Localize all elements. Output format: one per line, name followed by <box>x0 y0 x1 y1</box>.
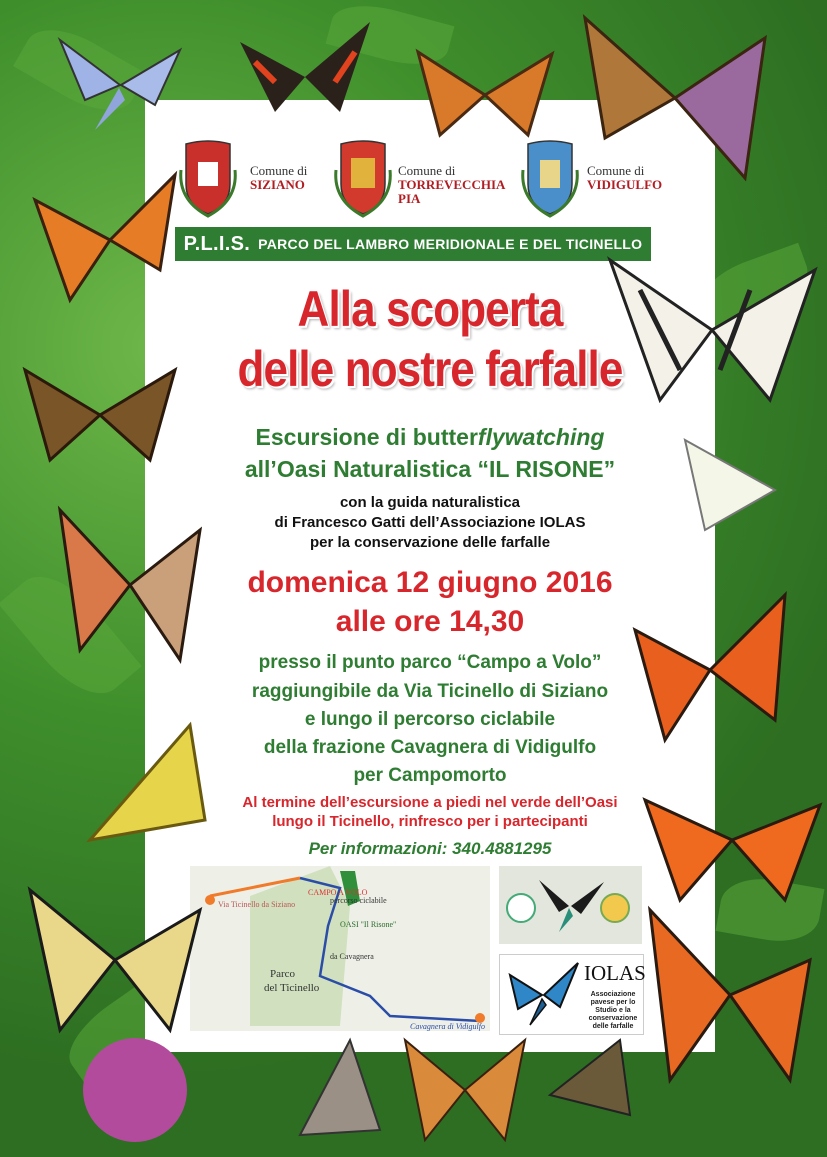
butterfly-logo-icon <box>499 866 642 944</box>
location-line-2: raggiungibile da Via Ticinello di Siziano <box>251 681 609 702</box>
map-label-dacav: da Cavagnera <box>330 952 374 961</box>
subtitle-line-2: all’Oasi Naturalistica “IL RISONE” <box>244 456 616 482</box>
siziano-crest-icon <box>178 140 238 218</box>
event-date: domenica 12 giugno 2016 <box>247 566 613 599</box>
red-admiral-butterfly-icon <box>235 12 375 132</box>
orange-butterfly-icon <box>410 40 560 150</box>
guide-line-1: con la guida naturalistica <box>339 494 521 511</box>
iolas-subtitle: Associazione pavese per lo Studio e la conservazione delle farfalle <box>588 991 638 1030</box>
purple-emperor-butterfly-icon <box>575 8 775 188</box>
note-line-1: Al termine dell’escursione a piedi nel verde dell’Oasi <box>242 794 618 811</box>
info-phone: Per informazioni: 340.4881295 <box>308 839 552 858</box>
map-label-ticinello: del Ticinello <box>264 982 320 994</box>
copper-butterfly-icon <box>640 780 825 910</box>
note-line-2: lungo il Ticinello, rinfresco per i partecipanti <box>272 813 588 830</box>
map-label-parco: Parco <box>270 968 296 980</box>
location-line-4: della frazione Cavagnera di Vidigulfo <box>263 737 597 758</box>
comune-vidigulfo: Comune di VIDIGULFO <box>587 163 663 192</box>
map-label-via: Via Ticinello da Siziano <box>218 900 296 909</box>
iolas-name: IOLAS <box>584 961 646 985</box>
painted-lady-butterfly-icon <box>50 500 210 670</box>
guide-line-3: per la conservazione delle farfalle <box>309 534 551 551</box>
white-butterfly-icon <box>665 430 785 540</box>
location-line-5: per Campomorto <box>353 765 507 786</box>
vidigulfo-crest-icon <box>520 140 580 218</box>
blue-butterfly-icon <box>55 30 185 140</box>
map-label-oasi: OASI "Il Risone" <box>340 920 397 929</box>
comma-butterfly-icon <box>640 900 820 1090</box>
map-label-ciclabile: percorso ciclabile <box>330 896 387 905</box>
scarce-swallowtail-butterfly-icon <box>600 250 825 410</box>
iolas-logo <box>499 954 644 1035</box>
comune-torrevecchia: Comune di TORREVECCHIA PIA <box>398 163 506 206</box>
hairstreak-butterfly-icon <box>280 1035 390 1145</box>
plis-banner: P.L.I.S. PARCO DEL LAMBRO MERIDIONALE E DEL TICINELLO <box>175 227 651 261</box>
oasi-logo <box>499 866 642 944</box>
blue-butterfly-icon <box>500 955 584 1034</box>
thistle-flower-icon <box>70 1030 200 1150</box>
location-line-1: presso il punto parco “Campo a Volo” <box>258 652 602 673</box>
route-map <box>190 866 490 1031</box>
orange-butterfly-icon <box>30 170 180 310</box>
guide-line-2: di Francesco Gatti dell’Associazione IOLAS <box>274 514 586 531</box>
fritillary-butterfly-icon <box>400 1030 530 1150</box>
event-time: alle ore 14,30 <box>335 605 525 638</box>
comune-siziano: Comune di SIZIANO <box>250 163 308 192</box>
map-label-cavagnera: Cavagnera di Vidigulfo <box>410 1022 485 1031</box>
title-line-1: Alla scoperta <box>297 281 563 337</box>
torrevecchia-crest-icon <box>333 140 393 218</box>
subtitle-line-1: Escursione di butterflywatching <box>255 424 605 450</box>
swallowtail-butterfly-icon <box>20 880 210 1040</box>
map-label-campo: CAMPO A VOLO <box>308 888 368 897</box>
location-line-3: e lungo il percorso ciclabile <box>304 709 556 730</box>
speckled-wood-butterfly-icon <box>20 360 180 470</box>
title-line-2: delle nostre farfalle <box>237 341 623 397</box>
copper-butterfly-icon <box>625 590 795 750</box>
skipper-butterfly-icon <box>540 1035 640 1135</box>
clouded-yellow-butterfly-icon <box>60 720 210 850</box>
